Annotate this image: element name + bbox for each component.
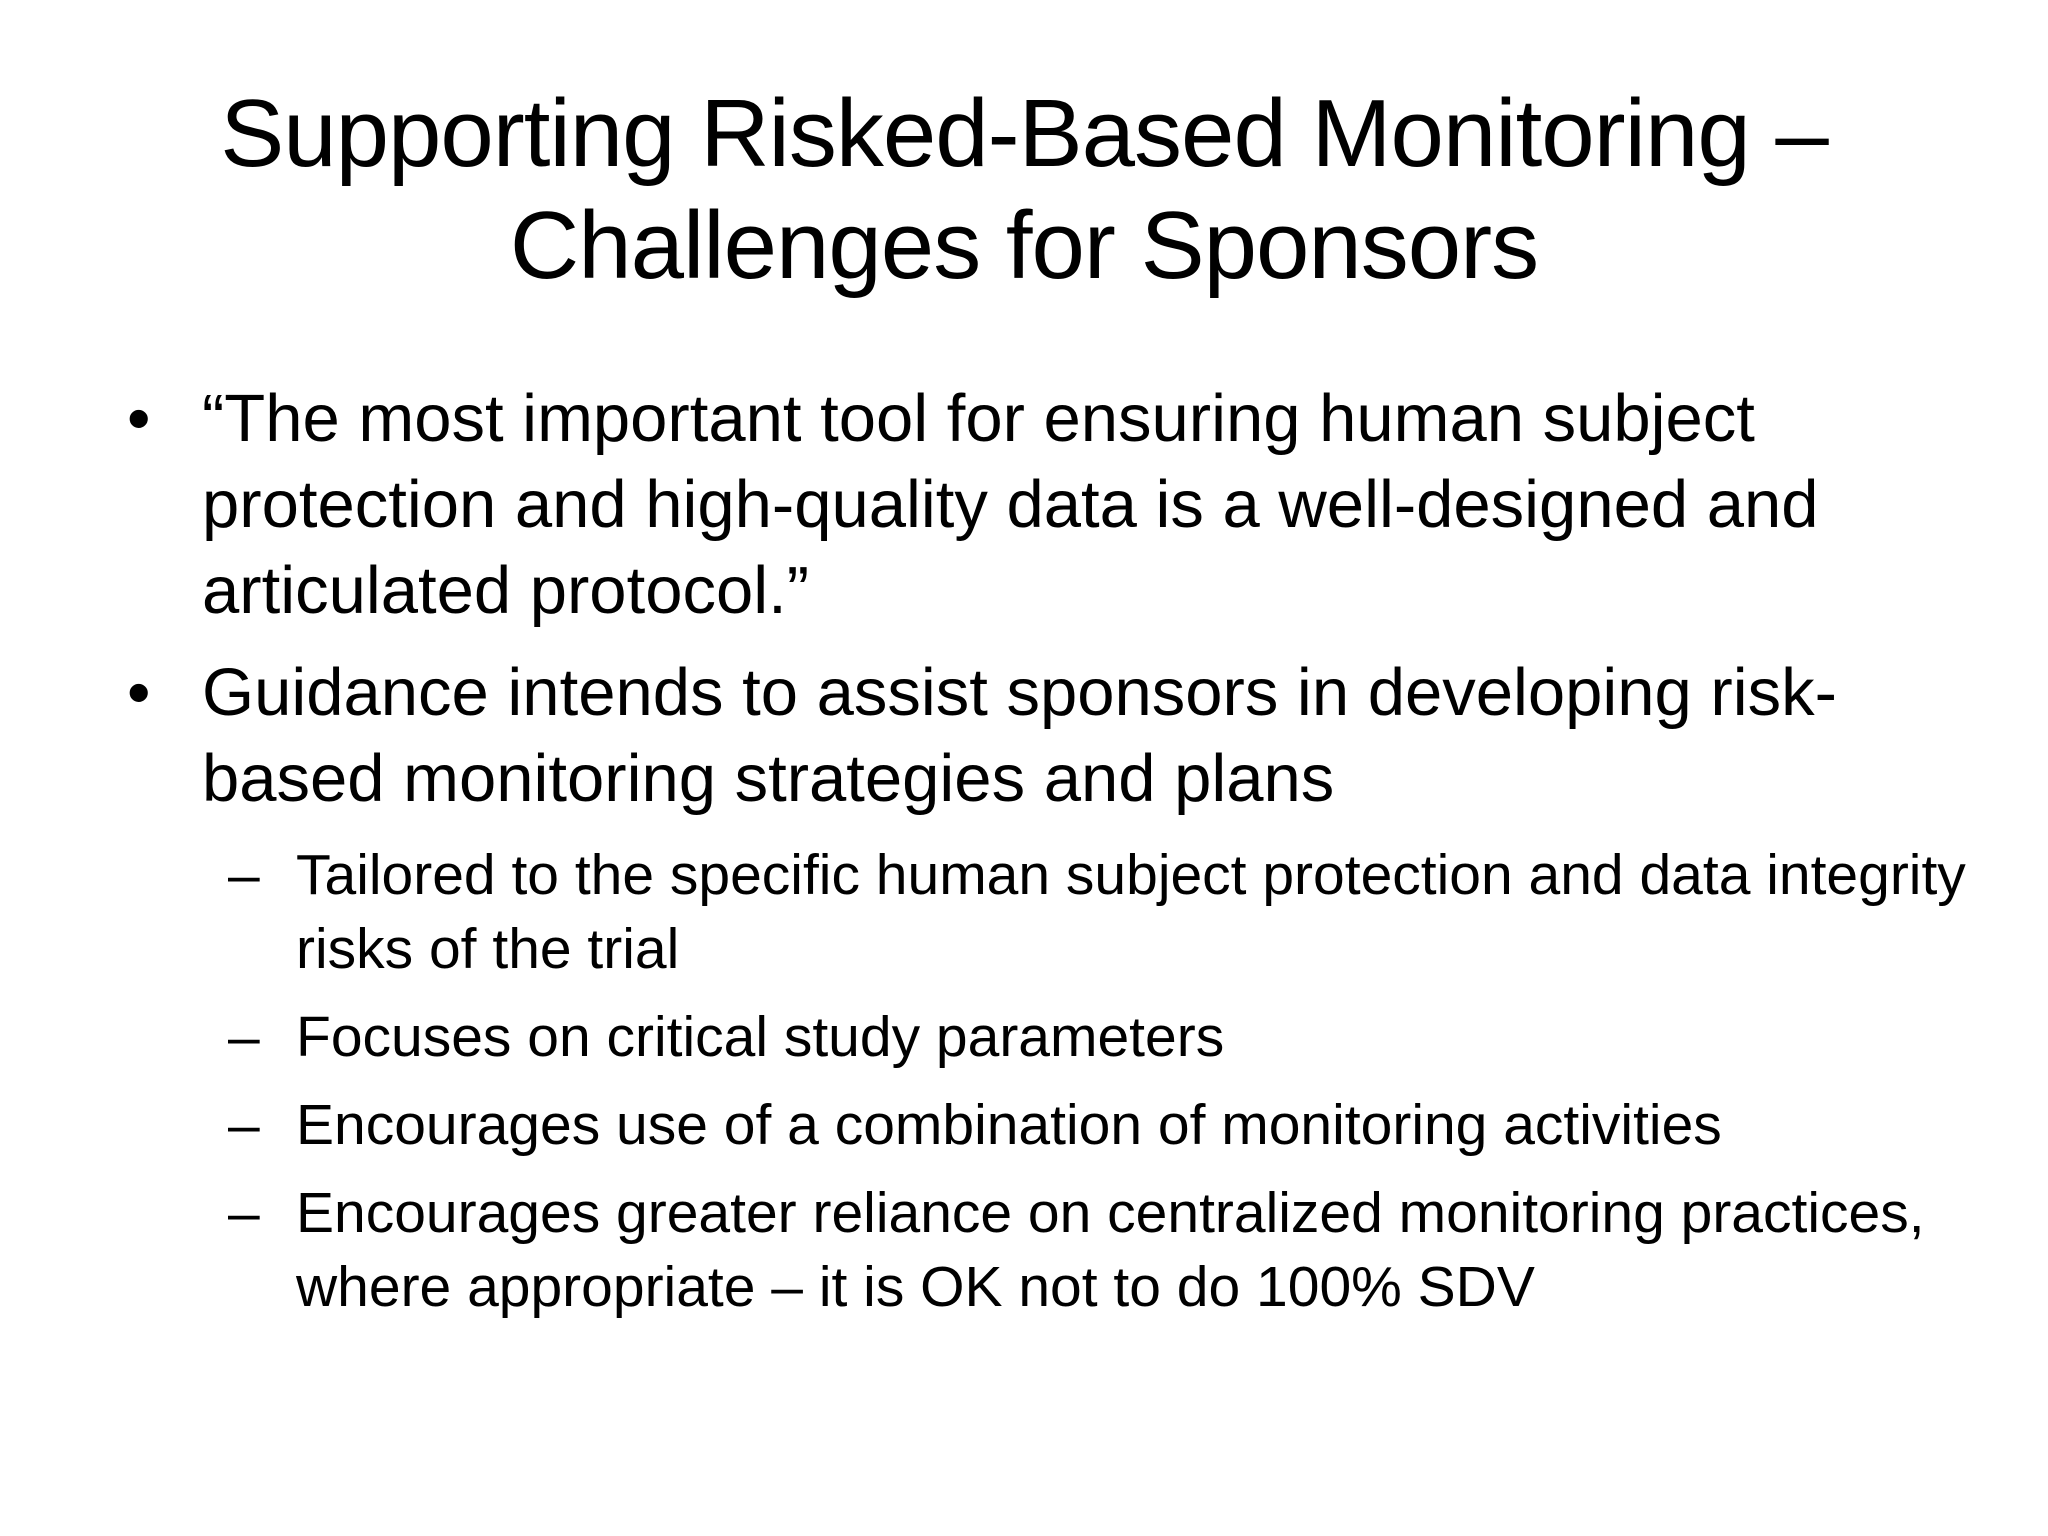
slide-title-line2: Challenges for Sponsors — [509, 192, 1539, 299]
subbullet-list — [120, 838, 1970, 1324]
bullet-guidance — [120, 650, 1970, 822]
bullet-marker: • — [127, 381, 151, 456]
subbullet-tailored — [228, 838, 1970, 986]
subbullet-text: Encourages greater reliance on centralized monitoring practices, where appropriate – it is OK not to do 100% SDV — [296, 1181, 1925, 1319]
subbullet-marker: – — [228, 843, 260, 907]
slide-title — [100, 78, 1948, 302]
bullet-text: “The most important tool for ensuring human subject protection and high-quality data is a well-designed and articulated protocol.” — [202, 381, 1819, 628]
subbullet-text: Encourages use of a combination of monitoring activities — [296, 1093, 1722, 1157]
subbullet-combination — [228, 1088, 1970, 1162]
slide-title-line1: Supporting Risked-Based Monitoring – — [220, 80, 1828, 187]
subbullet-marker: – — [228, 1093, 260, 1157]
slide-content — [120, 376, 1970, 1338]
subbullet-marker: – — [228, 1181, 260, 1245]
subbullet-centralized-monitoring — [228, 1176, 1970, 1324]
subbullet-marker: – — [228, 1005, 260, 1069]
subbullet-text: Focuses on critical study parameters — [296, 1005, 1225, 1069]
bullet-protocol-quote — [120, 376, 1970, 634]
subbullet-text: Tailored to the specific human subject protection and data integrity risks of the trial — [296, 843, 1966, 981]
bullet-marker: • — [127, 655, 151, 730]
bullet-text: Guidance intends to assist sponsors in developing risk-based monitoring strategies and plans — [202, 655, 1837, 816]
subbullet-critical-parameters — [228, 1000, 1970, 1074]
